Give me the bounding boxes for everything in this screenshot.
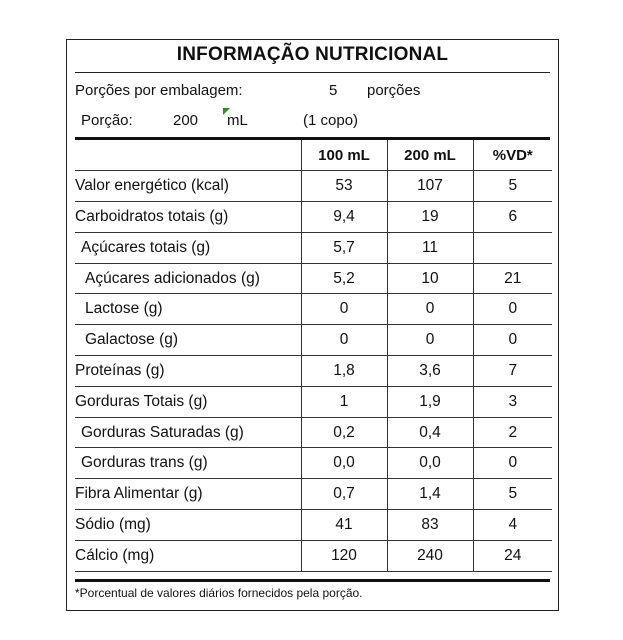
value-vd: 5 — [473, 479, 552, 510]
nutrient-name: Carboidratos totais (g) — [75, 202, 301, 233]
servings-per-package-value: 5 — [329, 82, 338, 99]
column-header-vd: %VD* — [473, 140, 552, 171]
column-header-100ml: 100 mL — [301, 140, 387, 171]
value-vd: 0 — [473, 325, 552, 356]
value-100ml: 0 — [301, 294, 387, 325]
portion-label: Porção: — [81, 112, 133, 129]
value-200ml: 3,6 — [387, 356, 473, 387]
table-header-row — [75, 140, 552, 171]
nutrient-name: Sódio (mg) — [75, 510, 301, 541]
value-vd: 0 — [473, 294, 552, 325]
table-row — [75, 386, 552, 417]
value-100ml: 1,8 — [301, 356, 387, 387]
value-200ml: 240 — [387, 540, 473, 571]
value-100ml: 0,2 — [301, 417, 387, 448]
value-200ml: 107 — [387, 171, 473, 202]
value-200ml: 11 — [387, 232, 473, 263]
portion-value: 200 — [173, 112, 199, 129]
value-100ml: 1 — [301, 386, 387, 417]
value-vd: 3 — [473, 386, 552, 417]
value-200ml: 83 — [387, 510, 473, 541]
footnote: *Porcentual de valores diários fornecidos pela porção. — [75, 586, 363, 600]
nutrient-name: Gorduras Saturadas (g) — [75, 417, 301, 448]
value-vd: 0 — [473, 448, 552, 479]
nutrition-label — [66, 39, 559, 611]
nutrient-name: Açúcares totais (g) — [75, 232, 301, 263]
table-row — [75, 510, 552, 541]
value-200ml: 0,4 — [387, 417, 473, 448]
table-row — [75, 325, 552, 356]
nutrient-name: Açúcares adicionados (g) — [75, 263, 301, 294]
nutrient-name: Gorduras trans (g) — [75, 448, 301, 479]
footer-thick-divider — [75, 579, 550, 582]
value-vd: 2 — [473, 417, 552, 448]
value-200ml: 1,4 — [387, 479, 473, 510]
value-200ml: 1,9 — [387, 386, 473, 417]
title-divider — [75, 72, 550, 73]
value-200ml: 0 — [387, 325, 473, 356]
table-row — [75, 448, 552, 479]
column-header — [75, 140, 301, 171]
servings-per-package-unit: porções — [367, 82, 421, 99]
nutrition-table — [75, 140, 552, 572]
value-vd: 5 — [473, 171, 552, 202]
portion-unit: mL — [227, 112, 248, 129]
value-200ml: 0 — [387, 294, 473, 325]
table-row — [75, 171, 552, 202]
table-row — [75, 263, 552, 294]
value-200ml: 0,0 — [387, 448, 473, 479]
table-row — [75, 356, 552, 387]
value-100ml: 5,2 — [301, 263, 387, 294]
label-title: INFORMAÇÃO NUTRICIONAL — [176, 44, 449, 65]
value-100ml: 9,4 — [301, 202, 387, 233]
value-100ml: 0,0 — [301, 448, 387, 479]
value-vd — [473, 232, 552, 263]
value-100ml: 5,7 — [301, 232, 387, 263]
value-vd: 6 — [473, 202, 552, 233]
table-row — [75, 202, 552, 233]
table-row — [75, 479, 552, 510]
value-100ml: 0 — [301, 325, 387, 356]
column-header-200ml: 200 mL — [387, 140, 473, 171]
table-row — [75, 294, 552, 325]
value-100ml: 41 — [301, 510, 387, 541]
value-vd: 7 — [473, 356, 552, 387]
value-200ml: 10 — [387, 263, 473, 294]
value-vd: 24 — [473, 540, 552, 571]
table-row — [75, 232, 552, 263]
value-100ml: 0,7 — [301, 479, 387, 510]
nutrient-name: Fibra Alimentar (g) — [75, 479, 301, 510]
nutrient-name: Valor energético (kcal) — [75, 171, 301, 202]
nutrient-name: Gorduras Totais (g) — [75, 386, 301, 417]
value-vd: 4 — [473, 510, 552, 541]
value-200ml: 19 — [387, 202, 473, 233]
value-100ml: 53 — [301, 171, 387, 202]
value-vd: 21 — [473, 263, 552, 294]
nutrient-name: Galactose (g) — [75, 325, 301, 356]
table-row — [75, 417, 552, 448]
nutrient-name: Cálcio (mg) — [75, 540, 301, 571]
portion-household-measure: (1 copo) — [303, 112, 359, 129]
servings-per-package-label: Porções por embalagem: — [75, 82, 243, 99]
table-row — [75, 540, 552, 571]
nutrient-name: Lactose (g) — [75, 294, 301, 325]
value-100ml: 120 — [301, 540, 387, 571]
nutrient-name: Proteínas (g) — [75, 356, 301, 387]
